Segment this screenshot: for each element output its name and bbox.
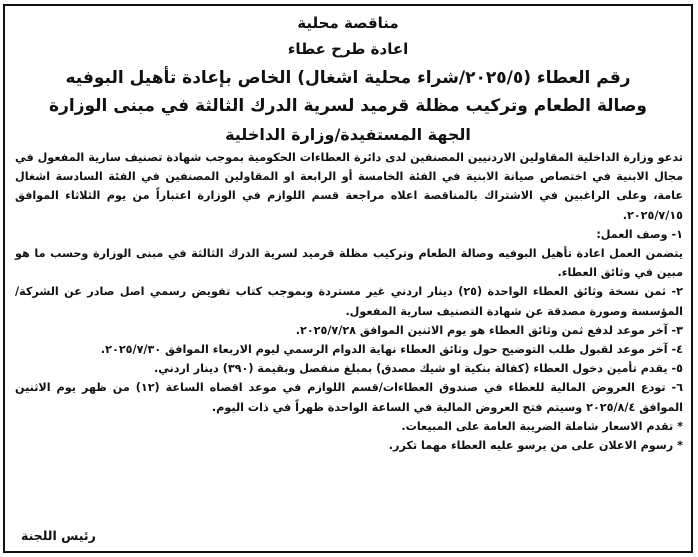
item-5: ٥- يقدم تأمين دخول العطاء (كفالة بنكية او شيك مصدق) بمبلغ منفصل وبقيمة (٣٩٠) دينار اردني.: [153, 362, 683, 376]
note-1: * تقدم الاسعار شاملة الضريبة العامة على المبيعات.: [401, 419, 683, 433]
item-4: ٤- آخر موعد لقبول طلب التوضيح حول وثائق العطاء نهاية الدوام الرسمي ليوم الاربعاء الموافق ٢٠٢٥/٧/٣٠.: [100, 343, 683, 357]
note-2: * رسوم الاعلان على من يرسو عليه العطاء مهما تكرر.: [388, 439, 683, 453]
item-3: ٣- آخر موعد لدفع ثمن وثائق العطاء هو يوم الاثنين الموافق ٢٠٢٥/٧/٢٨.: [295, 323, 683, 337]
tender-number-line: رقم العطاء (٢٠٢٥/٥/شراء محلية اشغال) الخاص بإعادة تأهيل البوفيه: [65, 68, 631, 88]
item-1-title: ١- وصف العمل:: [596, 227, 683, 241]
intro-paragraph: تدعو وزارة الداخلية المقاولين الاردنيين المصنفين لدى دائرة العطاءات الحكومية بموجب شهادة تصنيف سارية المفعول في مجال الابنية في اختصاص صيانة الابنية في الفئة الخامسة أو الرابعة او المقاولين المصنفين في الفئة السادسة اشغال عامة، وعلى الراغبين في الاشتراك بالمناقصة اعلاه مراجعة قسم اللوازم في الوزارة اعتباراً من يوم الثلاثاء الموافق ٢٠٢٥/٧/١٥.: [15, 151, 683, 222]
item-2: ٢- ثمن نسخة وثائق العطاء الواحدة (٢٥) دينار اردني غير مستردة وبموجب كتاب تفويض رسمي اصل صادر عن الشركة/ المؤسسة وصورة مصدقة عن شهادة التصنيف سارية المفعول.: [15, 285, 683, 318]
notice-type: مناقصة محلية: [297, 14, 399, 32]
notice-subtitle: اعادة طرح عطاء: [287, 40, 409, 58]
beneficiary-line: الجهة المستفيدة/وزارة الداخلية: [225, 125, 471, 144]
notice-body: [5, 148, 691, 455]
item-1-text: يتضمن العمل اعادة تأهيل البوفيه وصالة الطعام وتركيب مظلة قرميد لسرية الدرك الثالثة في مبنى الوزارة وحسب ما هو مبين في وثائق العطاء.: [15, 247, 683, 280]
tender-notice: [3, 4, 693, 553]
committee-signature: رئيس اللجنة: [21, 528, 96, 543]
item-6: ٦- تودع العروض المالية للعطاء في صندوق العطاءات/قسم اللوازم في موعد اقصاه الساعة (١٢) من ظهر يوم الاثنين الموافق ٢٠٢٥/٨/٤ وسيتم فتح العروض المالية في الساعة الواحدة ظهراً في ذات اليوم.: [15, 381, 683, 414]
tender-subject-line: وصالة الطعام وتركيب مظلة قرميد لسرية الدرك الثالثة في مبنى الوزارة: [49, 96, 647, 116]
